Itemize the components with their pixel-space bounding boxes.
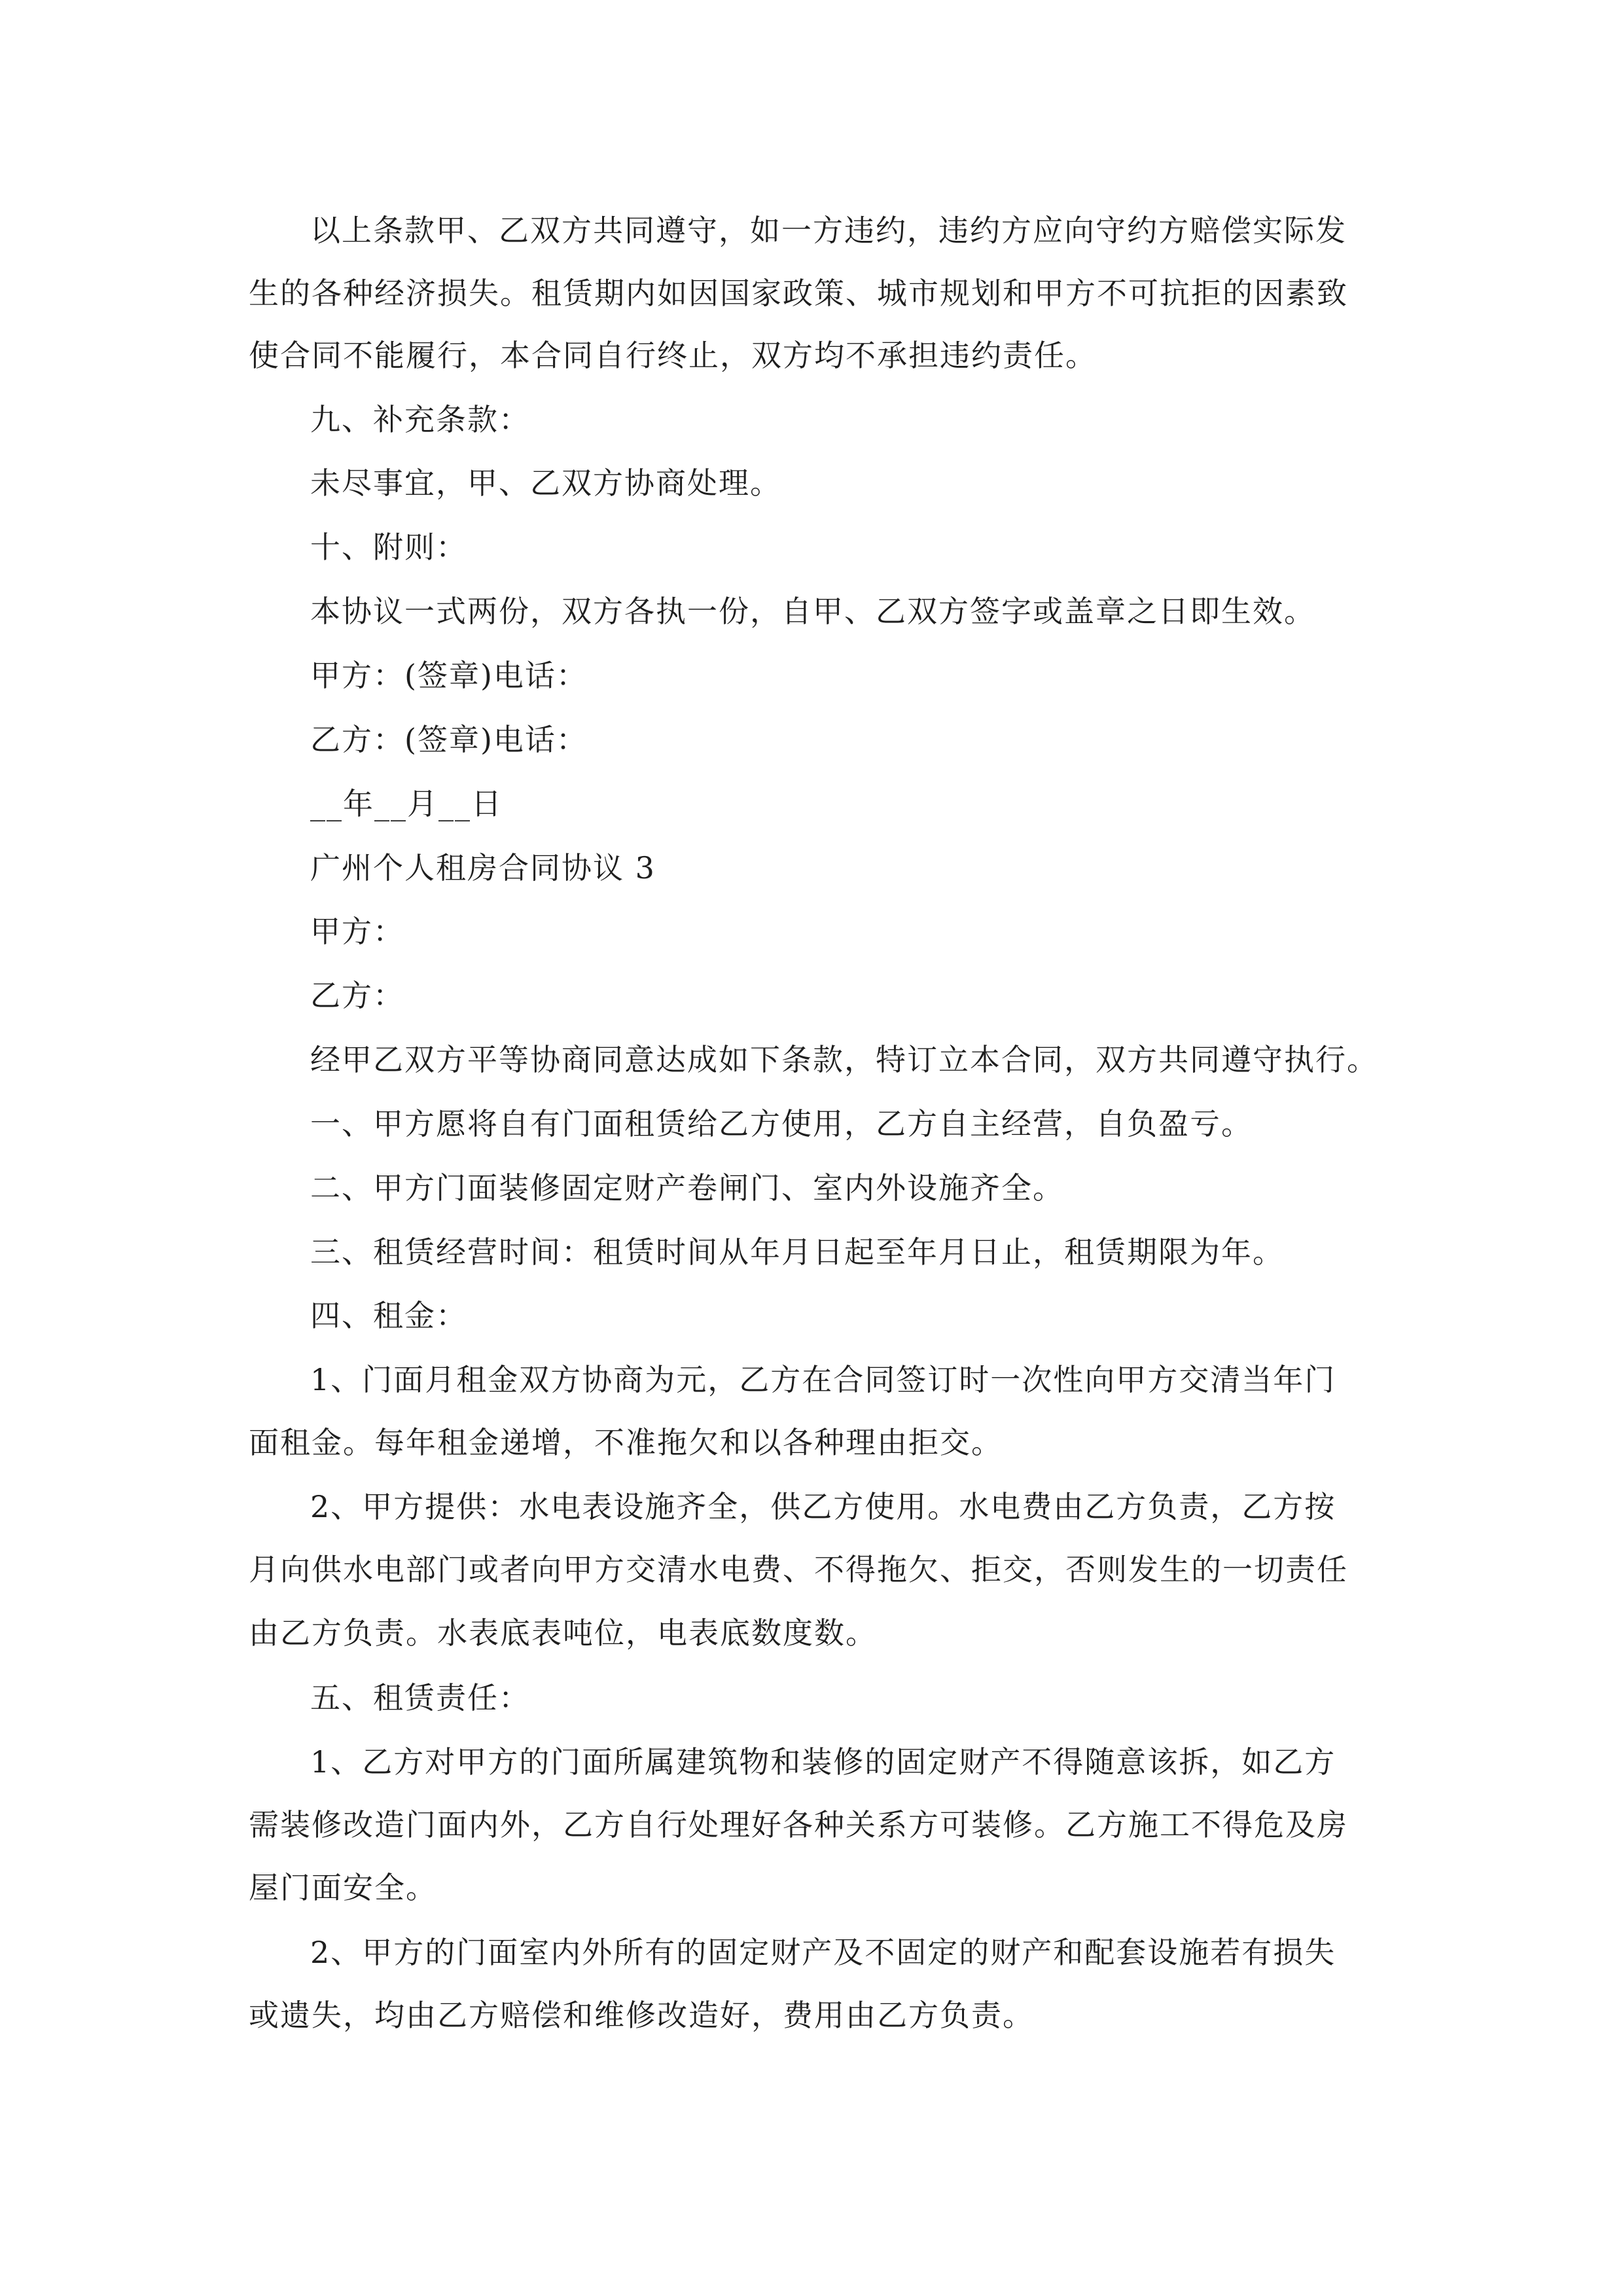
paragraph-line: 屋门面安全。: [249, 1870, 437, 1905]
signature-line-party-b: 乙方：(签章)电话：: [310, 722, 588, 757]
paragraph-line: 使合同不能履行，本合同自行终止，双方均不承担违约责任。: [249, 338, 1097, 373]
paragraph-line: 面租金。每年租金递增，不准拖欠和以各种理由拒交。: [249, 1425, 1003, 1460]
clause-line: 三、租赁经营时间：租赁时间从年月日起至年月日止，租赁期限为年。: [310, 1234, 1284, 1270]
paragraph-line: 本协议一式两份，双方各执一份，自甲、乙双方签字或盖章之日即生效。: [310, 594, 1315, 629]
paragraph-line: 未尽事宜，甲、乙双方协商处理。: [310, 465, 781, 501]
clause-line: 一、甲方愿将自有门面租赁给乙方使用，乙方自主经营，自负盈亏。: [310, 1106, 1253, 1141]
party-b-line: 乙方：: [310, 978, 404, 1013]
paragraph-line: 或遗失，均由乙方赔偿和维修改造好，费用由乙方负责。: [249, 1998, 1034, 2033]
party-a-line: 甲方：: [310, 914, 404, 949]
paragraph-line: 月向供水电部门或者向甲方交清水电费、不得拖欠、拒交，否则发生的一切责任: [249, 1552, 1348, 1587]
date-line: __年__月__日: [310, 786, 503, 821]
section-heading: 九、补充条款：: [310, 402, 530, 437]
paragraph-line: 1、乙方对甲方的门面所属建筑物和装修的固定财产不得随意该拆，如乙方: [310, 1744, 1336, 1780]
section-heading: 五、租赁责任：: [310, 1680, 530, 1715]
section-heading: 十、附则：: [310, 529, 467, 565]
section-heading: 四、租金：: [310, 1298, 467, 1333]
paragraph-line: 1、门面月租金双方协商为元，乙方在合同签订时一次性向甲方交清当年门: [310, 1362, 1336, 1397]
paragraph-line: 经甲乙双方平等协商同意达成如下条款，特订立本合同，双方共同遵守执行。: [310, 1042, 1378, 1077]
paragraph-line: 2、甲方的门面室内外所有的固定财产及不固定的财产和配套设施若有损失: [310, 1935, 1336, 1970]
signature-line-party-a: 甲方：(签章)电话：: [310, 658, 588, 693]
paragraph-line: 由乙方负责。水表底表吨位，电表底数度数。: [249, 1615, 877, 1651]
paragraph-line: 以上条款甲、乙双方共同遵守，如一方违约，违约方应向守约方赔偿实际发: [310, 213, 1347, 248]
paragraph-line: 需装修改造门面内外，乙方自行处理好各种关系方可装修。乙方施工不得危及房: [249, 1807, 1348, 1842]
paragraph-line: 生的各种经济损失。租赁期内如因国家政策、城市规划和甲方不可抗拒的因素致: [249, 276, 1348, 311]
clause-line: 二、甲方门面装修固定财产卷闸门、室内外设施齐全。: [310, 1170, 1064, 1206]
paragraph-line: 2、甲方提供：水电表设施齐全，供乙方使用。水电费由乙方负责，乙方按: [310, 1489, 1336, 1524]
contract-title: 广州个人租房合同协议 3: [310, 850, 656, 886]
